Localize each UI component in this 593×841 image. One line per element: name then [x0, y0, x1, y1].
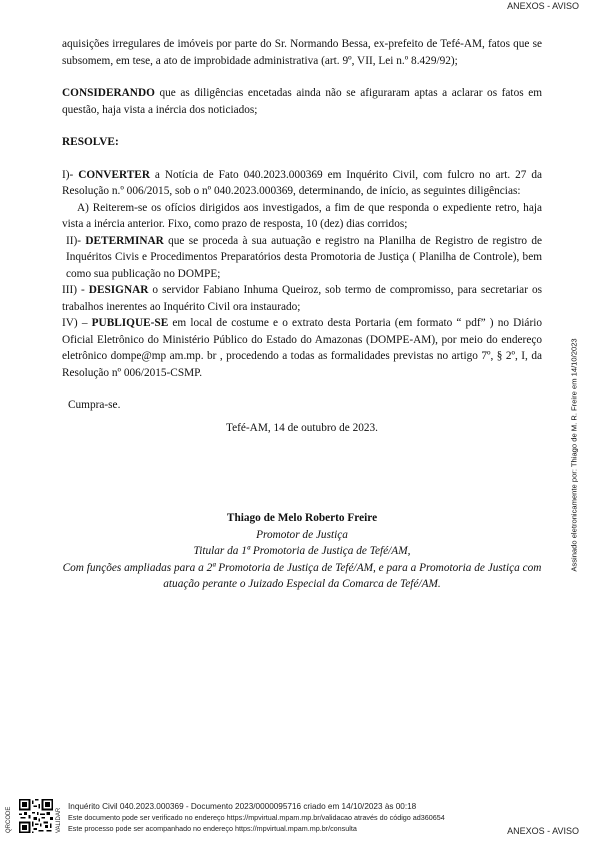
signer-extra: Com funções ampliadas para a 2ª Promotoria de Justiça de Tefé/AM, e para a Promotoria de Justiça com atuação perante o Juizado Especial da Comarca de Tefé/AM.	[62, 561, 542, 590]
cumpra-se: Cumpra-se.	[68, 399, 121, 411]
paragraph-considerando	[62, 85, 542, 118]
item-ii	[62, 233, 542, 283]
date-line: Tefé-AM, 14 de outubro de 2023.	[226, 421, 378, 434]
validar-label: VALIDAR	[56, 807, 62, 833]
resolve-label: RESOLVE:	[62, 136, 119, 148]
document-body	[62, 36, 542, 436]
item-i-prefix: I)-	[62, 168, 79, 181]
considerando-text: que as diligências encetadas ainda não se afiguraram aptas a aclarar os fatos em questão, haja vista a inércia dos noticiados;	[62, 87, 542, 116]
signer-role: Promotor de Justiça	[256, 528, 348, 541]
qr-code-icon[interactable]	[19, 799, 53, 833]
item-i	[62, 167, 542, 200]
footer-tag: ANEXOS - AVISO	[507, 826, 579, 836]
item-iv-text: em local de costume e o extrato desta Portaria (em formato “ pdf” ) no Diário Oficial Eletrônico do Ministério Público do Estado do Amazonas (DOMPE-AM), por meio do endereço eletrônico dompe@mp am.mp. br , procedendo a todas as formalidades previstas no artigo 7º, § 2º, I, da Resolução nº 006/2015-CSMP.	[62, 317, 542, 379]
item-iv-verb: PUBLIQUE-SE	[91, 317, 169, 329]
signer-title: Titular da 1ª Promotoria de Justiça de Tefé/AM,	[193, 545, 411, 557]
item-iv	[62, 315, 542, 381]
footer-document-line: Inquérito Civil 040.2023.000369 - Documento 2023/0000095716 criado em 14/10/2023 às 00:18	[68, 802, 417, 811]
electronic-signature-note: Assinado eletronicamente por: Thiago de M. R. Freire em 14/10/2023	[569, 338, 579, 572]
item-iii-verb: DESIGNAR	[88, 284, 149, 296]
qrcode-label: QRCODE	[6, 806, 12, 833]
signer-name: Thiago de Melo Roberto Freire	[226, 512, 378, 524]
item-ii-verb: DETERMINAR	[85, 234, 164, 247]
item-a: A) Reiterem-se os ofícios dirigidos aos investigados, a fim de que responda o expediente retro, haja vista a inércia anterior. Fixo, como prazo de resposta, 10 (dez) dias corridos;	[62, 201, 542, 230]
considerando-label: CONSIDERANDO	[62, 87, 155, 99]
item-iii	[62, 282, 542, 315]
item-i-verb: CONVERTER	[78, 168, 150, 181]
item-iii-prefix: III) -	[62, 284, 89, 296]
resolve-heading	[62, 134, 542, 151]
footer-tracking-line: Este processo pode ser acompanhado no endereço https://mpvirtual.mpam.mp.br/consulta	[68, 824, 357, 833]
item-ii-prefix: II)-	[66, 234, 86, 247]
footer-validation-line: Este documento pode ser verificado no endereço https://mpvirtual.mpam.mp.br/validacao através do código ad360654	[68, 813, 445, 822]
item-ii-text: que se proceda à sua autuação e registro na Planilha de Registro de registro de Inquéritos Civis e Procedimentos Preparatórios desta Promotoria de Justiça ( Planilha de Controle), bem como sua publicação no DOMPE;	[66, 234, 542, 280]
header-tag: ANEXOS - AVISO	[507, 1, 579, 11]
item-iii-text: o servidor Fabiano Inhuma Queiroz, sob termo de compromisso, para secretariar os trabalhos inerentes ao Inquérito Civil ora instaurado;	[62, 284, 542, 313]
paragraph-p1: aquisições irregulares de imóveis por parte do Sr. Normando Bessa, ex-prefeito de Tefé-AM, fatos que se subsomem, em tese, a ato de improbidade administrativa (art. 9º, VII, Lei n.º 8.429/92);	[62, 38, 542, 67]
signature-block	[62, 510, 542, 593]
footer-info	[68, 801, 445, 834]
item-i-text: a Notícia de Fato 040.2023.000369 em Inquérito Civil, com fulcro no art. 27 da Resolução n.º 006/2015, sob o nº 040.2023.000369, determinando, de início, as seguintes diligências:	[62, 168, 542, 197]
item-iv-prefix: IV) –	[62, 317, 92, 329]
